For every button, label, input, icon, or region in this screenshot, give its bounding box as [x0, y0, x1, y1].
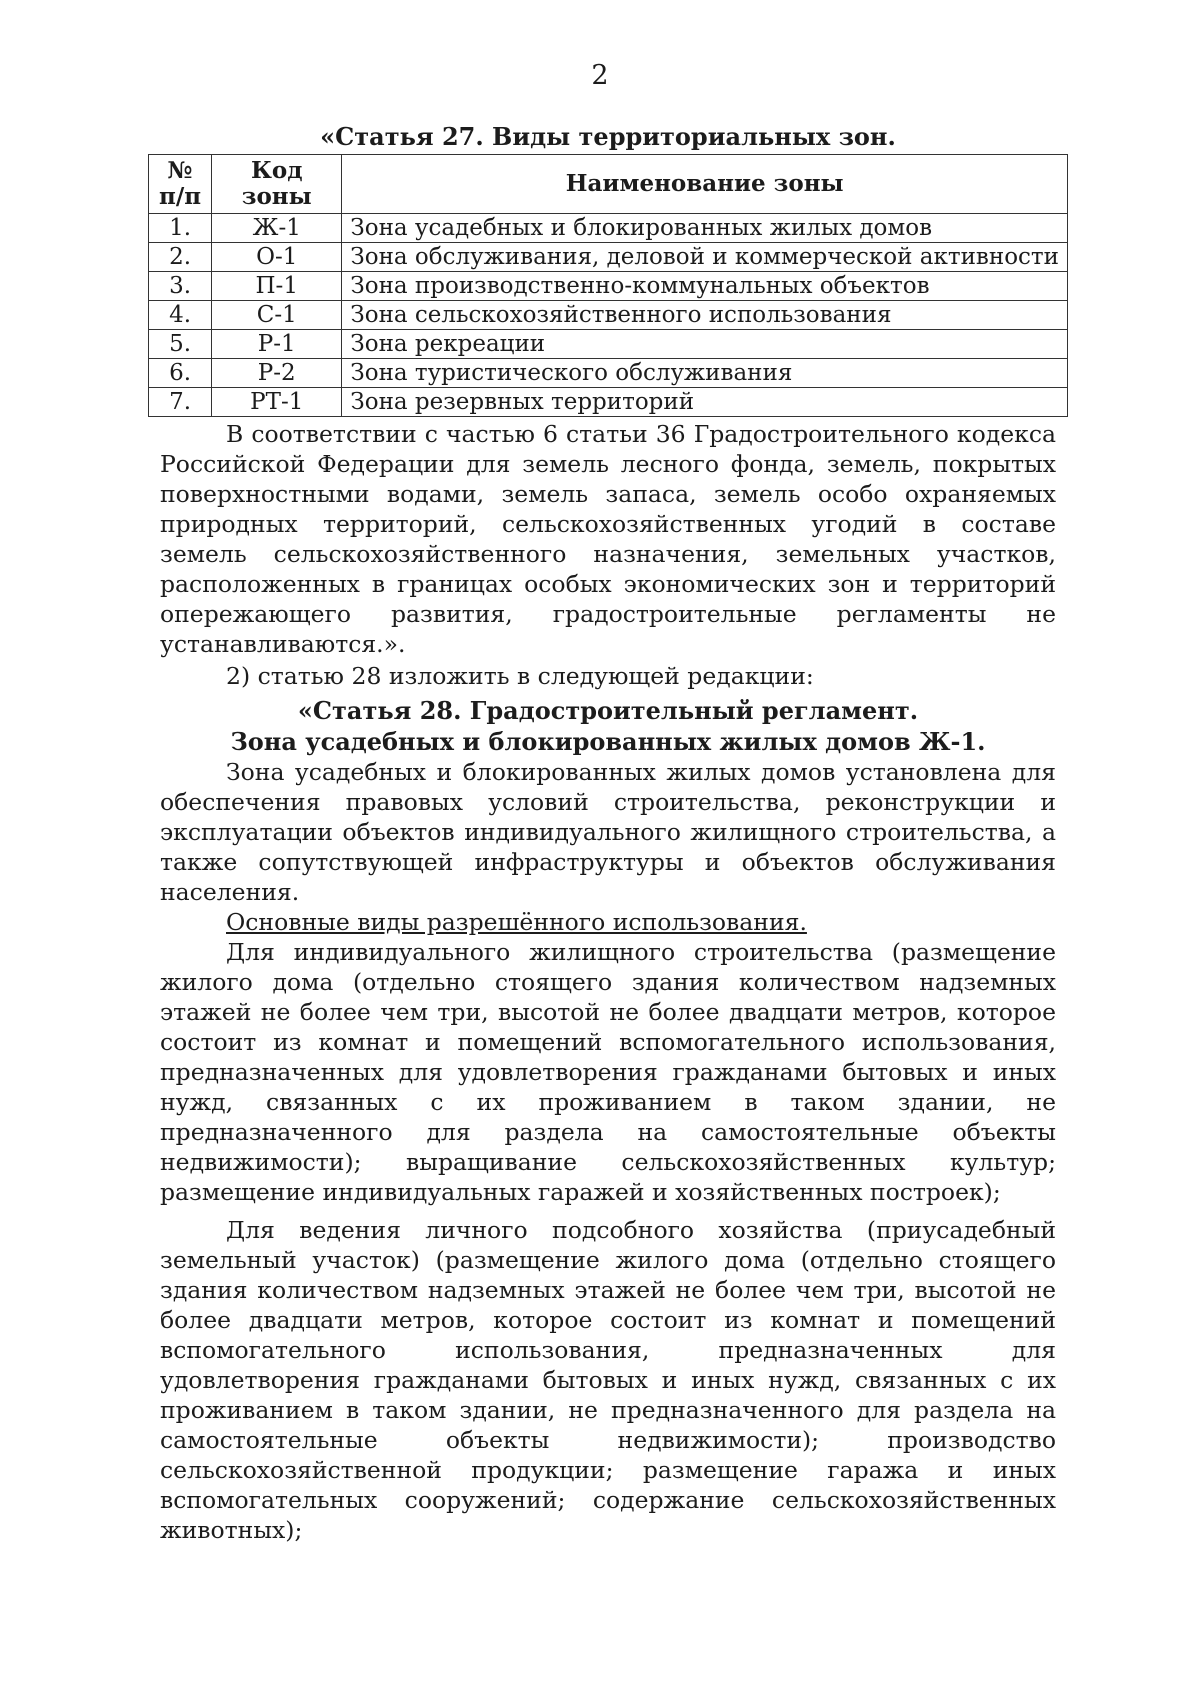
zone-code-cell: Ж-1 — [212, 214, 342, 243]
article-27-paragraph: В соответствии с частью 6 статьи 36 Градостроительного кодекса Российской Федерации для земель лесного фонда, земель, покрытых поверхностными водами, земель запаса, земель особо охраняемых природных территорий, сельскохозяйственных угодий в составе земель сельскохозяйственного назначения, земельных участков, расположенных в границах особых экономических зон и территорий опережающего развития, градостроительные регламенты не устанавливаются.». — [160, 420, 1056, 658]
page-content — [159, 121, 1059, 1545]
zone-num-cell: 5. — [149, 330, 212, 359]
use-paragraph-1: Для индивидуального жилищного строительства (размещение жилого дома (отдельно стоящего здания количеством надземных этажей не более чем три, высотой не более двадцати метров, которое состоит из комнат и помещений вспомогательного использования, предназначенных для удовлетворения гражданами бытовых и иных нужд, связанных с их проживанием в таком здании, не предназначенного для раздела на самостоятельные объекты недвижимости); выращивание сельскохозяйственных культур; размещение индивидуальных гаражей и хозяйственных построек); — [160, 938, 1056, 1206]
zone-num-cell: 1. — [149, 214, 212, 243]
zones-table-row — [149, 214, 1068, 243]
zone-name-cell: Зона производственно-коммунальных объектов — [342, 272, 1068, 301]
zones-table-row — [149, 301, 1068, 330]
zone-num-cell: 2. — [149, 243, 212, 272]
zone-name-cell: Зона усадебных и блокированных жилых домов — [342, 214, 1068, 243]
use-paragraph-2: Для ведения личного подсобного хозяйства (приусадебный земельный участок) (размещение жилого дома (отдельно стоящего здания количеством надземных этажей не более чем три, высотой не более двадцати метров, которое состоит из комнат и помещений вспомогательного использования, предназначенных для удовлетворения гражданами бытовых и иных нужд, связанных с их проживанием в таком здании, не предназначенного для раздела на самостоятельные объекты недвижимости); производство сельскохозяйственной продукции; размещение гаража и иных вспомогательных сооружений; содержание сельскохозяйственных животных); — [160, 1216, 1056, 1544]
zones-table-row — [149, 388, 1068, 417]
zone-name-cell: Зона обслуживания, деловой и коммерческой активности — [342, 243, 1068, 272]
header-code: Код зоны — [212, 155, 342, 214]
main-uses-title-line — [160, 907, 1056, 937]
list-item-2: 2) статью 28 изложить в следующей редакции: — [226, 662, 814, 690]
main-uses-title: Основные виды разрешённого использования. — [226, 908, 807, 936]
zones-table-row — [149, 243, 1068, 272]
zone-zh1-intro: Зона усадебных и блокированных жилых домов установлена для обеспечения правовых условий строительства, реконструкции и эксплуатации объектов индивидуального жилищного строительства, а также сопутствующей инфраструктуры и объектов обслуживания населения. — [160, 758, 1056, 906]
zone-code-cell: О-1 — [212, 243, 342, 272]
zone-name-cell: Зона туристического обслуживания — [342, 359, 1068, 388]
zone-name-cell: Зона рекреации — [342, 330, 1068, 359]
header-name: Наименование зоны — [342, 155, 1068, 214]
zone-num-cell: 4. — [149, 301, 212, 330]
zone-num-cell: 3. — [149, 272, 212, 301]
zone-name-cell: Зона резервных территорий — [342, 388, 1068, 417]
zone-code-cell: П-1 — [212, 272, 342, 301]
zones-table-row — [149, 272, 1068, 301]
zone-num-cell: 7. — [149, 388, 212, 417]
article-27-heading: «Статья 27. Виды территориальных зон. — [320, 122, 896, 151]
header-num: № п/п — [149, 155, 212, 214]
zone-code-cell: РТ-1 — [212, 388, 342, 417]
page-number: 2 — [591, 60, 609, 91]
zones-table-body — [149, 214, 1068, 417]
zone-code-cell: С-1 — [212, 301, 342, 330]
zones-table-row — [149, 330, 1068, 359]
zone-code-cell: Р-2 — [212, 359, 342, 388]
zones-table — [148, 154, 1068, 417]
article-28-heading: «Статья 28. Градостроительный регламент. — [297, 696, 919, 725]
zone-name-cell: Зона сельскохозяйственного использования — [342, 301, 1068, 330]
zone-num-cell: 6. — [149, 359, 212, 388]
zone-code-cell: Р-1 — [212, 330, 342, 359]
zones-table-row — [149, 359, 1068, 388]
zone-zh1-heading: Зона усадебных и блокированных жилых домов Ж-1. — [230, 727, 986, 756]
zones-table-header-row — [149, 155, 1068, 214]
